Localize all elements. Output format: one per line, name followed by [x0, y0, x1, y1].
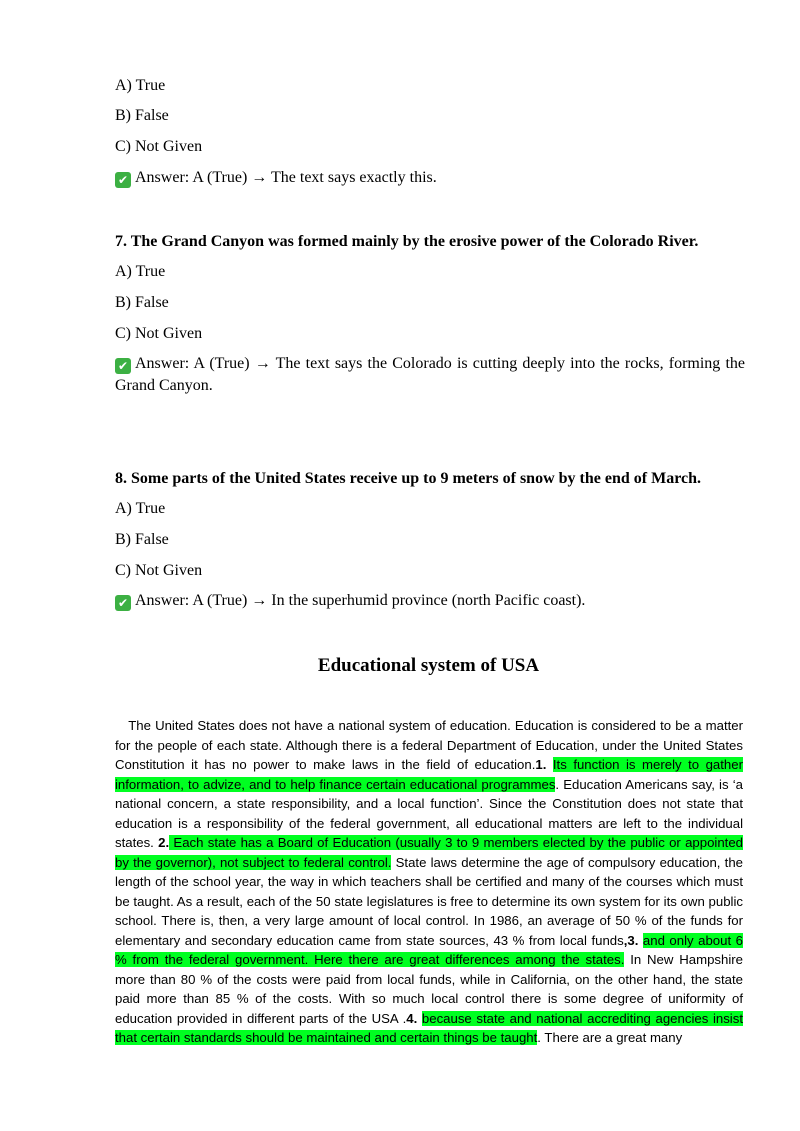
q7-option-b: B) False — [115, 294, 169, 311]
check-mark-icon: ✔ — [115, 172, 131, 188]
q6-answer — [115, 168, 437, 188]
q7-question: 7. The Grand Canyon was formed mainly by the erosive power of the Colorado River. — [115, 233, 699, 250]
q8-answer-text: Answer: A (True) → In the superhumid province (north Pacific coast). — [135, 592, 586, 609]
highlight-1: Its function is merely to gather information, to advize, and to help finance certain educational programmes — [115, 757, 743, 792]
highlight-3: and only about 6 % from the federal government. Here there are great differences among the states. — [115, 932, 743, 967]
q8-option-c: C) Not Given — [115, 562, 203, 579]
section-title: Educational system of USA — [317, 655, 540, 676]
check-mark-icon: ✔ — [115, 358, 131, 374]
highlight-2: Each state has a Board of Education (usually 3 to 9 members elected by the public or appointed by the governor), not subject to federal control. — [115, 835, 743, 870]
q7-answer-text: Answer: A (True) → The text says the Colorado is cutting deeply into the rocks, forming the Grand Canyon. — [115, 355, 745, 394]
passage-text-3: State laws determine the age of compulsory education, the length of the school year, the way in which teachers shall be certified and many of the courses which must be taught. As a result, each of the 50 state legislatures is free to determine its own system for its own public school. There is, then, a very large amount of local control. In 1986, an average of 50 % of the funds for elementary and secondary education came from state sources, 43 % from local funds — [115, 854, 743, 948]
q7-option-a: A) True — [115, 263, 166, 280]
q8-question: 8. Some parts of the United States receive up to 9 meters of snow by the end of March. — [115, 470, 701, 487]
marker-2: 2. — [158, 835, 170, 850]
q6-option-c: C) Not Given — [115, 138, 203, 155]
passage-text-1: The United States does not have a national system of education. Education is considered to be a matter for the people of each state. Although there is a federal Department of Education, under the United States Constitution it has no power to make laws in the field of education. — [115, 718, 743, 772]
q6-answer-text: Answer: A (True) → The text says exactly this. — [135, 169, 437, 186]
marker-1: 1. — [535, 757, 547, 772]
marker-3: ,3. — [623, 932, 639, 948]
q6-option-b: B) False — [115, 107, 169, 124]
q8-option-b: B) False — [115, 531, 169, 548]
q8-answer — [115, 591, 585, 611]
passage — [115, 716, 743, 1048]
q7-answer — [115, 353, 745, 397]
passage-text-4: In New Hampshire more than 80 % of the costs were paid from local funds, while in California, on the other hand, the state paid more than 85 % of the costs. With so much local control there is some degree of uniformity of education provided in different parts of the USA . — [115, 952, 743, 1026]
passage-text-2: . Education Americans say, is ‘a national concern, a state responsibility, and a local function’. Since the Constitution does not state that education is a responsibility of the federal government, all educational matters are left to the individual states. — [115, 776, 743, 850]
marker-4: 4. — [406, 1010, 418, 1026]
passage-text-5: . There are a great many — [537, 1030, 683, 1045]
q7-option-c: C) Not Given — [115, 325, 203, 342]
q8-option-a: A) True — [115, 500, 166, 517]
highlight-4: because state and national accrediting agencies insist that certain standards should be maintained and certain things be taught — [115, 1010, 743, 1045]
q6-option-a: A) True — [115, 77, 166, 94]
check-mark-icon: ✔ — [115, 595, 131, 611]
